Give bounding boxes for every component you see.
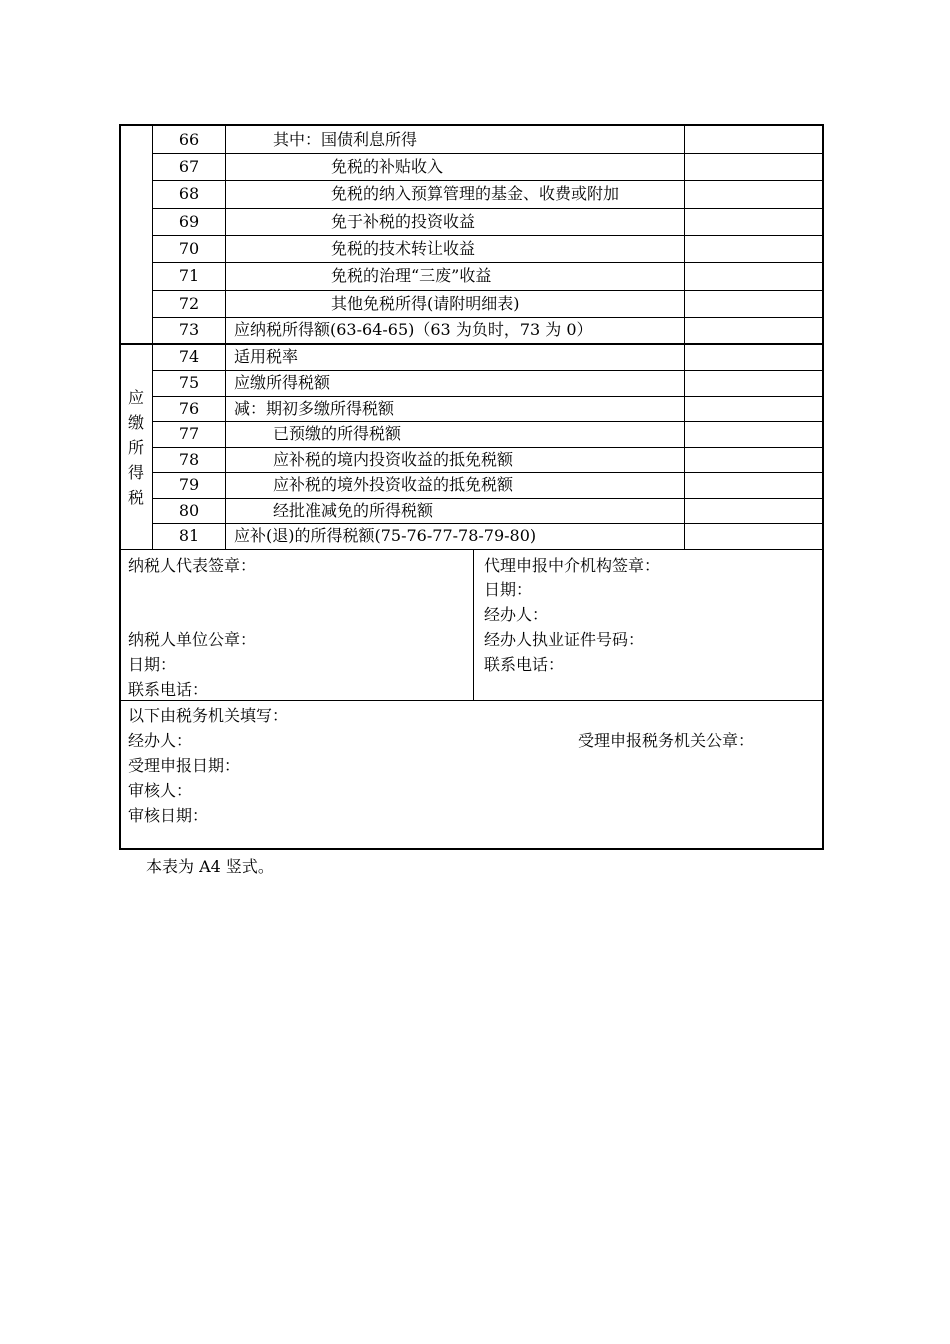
row-label: 应补税的境内投资收益的抵免税额: [273, 450, 514, 469]
row-rule: [153, 235, 824, 236]
row-label: 免税的治理“三废”收益: [331, 266, 492, 285]
row-label: 免于补税的投资收益: [331, 212, 476, 231]
row-value-cell[interactable]: [686, 525, 820, 547]
row-value-cell[interactable]: [686, 319, 820, 341]
row-number: 81: [178, 526, 200, 545]
row-number: 77: [178, 424, 200, 443]
section-title-char: 缴: [127, 413, 144, 432]
signature-bottom-rule: [120, 700, 824, 701]
row-rule: [153, 262, 824, 263]
row-number: 74: [178, 347, 200, 366]
section-title-tax-payable: [120, 385, 152, 510]
tax-office-handler-label: 经办人：: [128, 731, 193, 750]
row-number: 76: [178, 399, 200, 418]
agency-sign-label: 代理申报中介机构签章：: [484, 556, 661, 575]
row-rule: [153, 421, 824, 422]
row-rule: [153, 472, 824, 473]
row-label: 经批准减免的所得税额: [273, 501, 434, 520]
row-label: 适用税率: [234, 347, 299, 366]
row-value-cell[interactable]: [686, 128, 820, 151]
row-rule: [153, 523, 824, 524]
row-value-cell[interactable]: [686, 500, 820, 521]
row-label: 其他免税所得(请附明细表): [331, 294, 520, 313]
review-date-label: 审核日期：: [128, 806, 209, 825]
tax-office-intro: 以下由税务机关填写：: [128, 706, 289, 725]
row-value-cell[interactable]: [686, 237, 820, 260]
agency-handler-label: 经办人：: [484, 605, 549, 624]
row-label: 免税的技术转让收益: [331, 239, 476, 258]
taxpayer-phone-label: 联系电话：: [128, 680, 209, 699]
row-rule: [153, 498, 824, 499]
row-number: 75: [178, 373, 200, 392]
row-rule: [153, 208, 824, 209]
table-bottom-rule: [120, 549, 824, 550]
tax-office-seal-label: 受理申报税务机关公章：: [578, 731, 755, 750]
row-label: 应缴所得税额: [234, 373, 331, 392]
row-value-cell[interactable]: [686, 264, 820, 288]
row-number: 67: [178, 157, 200, 176]
taxpayer-unit-seal-label: 纳税人单位公章：: [128, 630, 257, 649]
row-number: 79: [178, 475, 200, 494]
row-rule: [153, 447, 824, 448]
section-title-char: 应: [127, 388, 144, 407]
row-number: 72: [178, 294, 200, 313]
footnote: 本表为 A4 竖式。: [146, 857, 274, 876]
row-value-cell[interactable]: [686, 210, 820, 233]
accept-date-label: 受理申报日期：: [128, 756, 241, 775]
row-rule: [153, 317, 824, 318]
agency-phone-label: 联系电话：: [484, 655, 565, 674]
row-number: 78: [178, 450, 200, 469]
row-value-cell[interactable]: [686, 423, 820, 445]
row-value-cell[interactable]: [686, 372, 820, 394]
reviewer-label: 审核人：: [128, 781, 193, 800]
row-rule: [153, 396, 824, 397]
row-label: 应纳税所得额(63-64-65)（63 为负时，73 为 0）: [234, 320, 593, 339]
row-label: 免税的补贴收入: [331, 157, 444, 176]
agency-cert-no-label: 经办人执业证件号码：: [484, 630, 645, 649]
taxpayer-date-label: 日期：: [128, 655, 177, 674]
section-title-char: 得: [127, 463, 144, 482]
row-label: 免税的纳入预算管理的基金、收费或附加: [331, 184, 620, 203]
row-number: 70: [178, 239, 200, 258]
row-value-cell[interactable]: [686, 155, 820, 178]
row-value-cell[interactable]: [686, 449, 820, 470]
row-value-cell[interactable]: [686, 474, 820, 496]
row-label: 应补税的境外投资收益的抵免税额: [273, 475, 514, 494]
row-value-cell[interactable]: [686, 292, 820, 315]
row-number: 73: [178, 320, 200, 339]
agency-date-label: 日期：: [484, 580, 533, 599]
signature-divider: [473, 549, 474, 700]
row-number: 66: [178, 130, 200, 149]
row-rule: [153, 153, 824, 154]
section-title-char: 税: [127, 488, 144, 507]
row-value-cell[interactable]: [686, 345, 820, 368]
row-number: 68: [178, 184, 200, 203]
row-number: 69: [178, 212, 200, 231]
number-column-rule: [225, 126, 226, 549]
row-label: 其中：国债利息所得: [273, 130, 418, 149]
row-rule: [153, 290, 824, 291]
row-label: 减：期初多缴所得税额: [234, 399, 395, 418]
row-number: 71: [178, 266, 200, 285]
row-label: 应补(退)的所得税额(75-76-77-78-79-80): [234, 526, 537, 545]
row-rule: [153, 370, 824, 371]
row-value-cell[interactable]: [686, 182, 820, 206]
taxpayer-rep-sign-label: 纳税人代表签章：: [128, 556, 257, 575]
row-number: 80: [178, 501, 200, 520]
row-value-cell[interactable]: [686, 398, 820, 419]
row-label: 已预缴的所得税额: [273, 424, 402, 443]
section-title-char: 所: [127, 438, 144, 457]
value-column-rule: [684, 126, 685, 549]
row-rule: [153, 180, 824, 181]
